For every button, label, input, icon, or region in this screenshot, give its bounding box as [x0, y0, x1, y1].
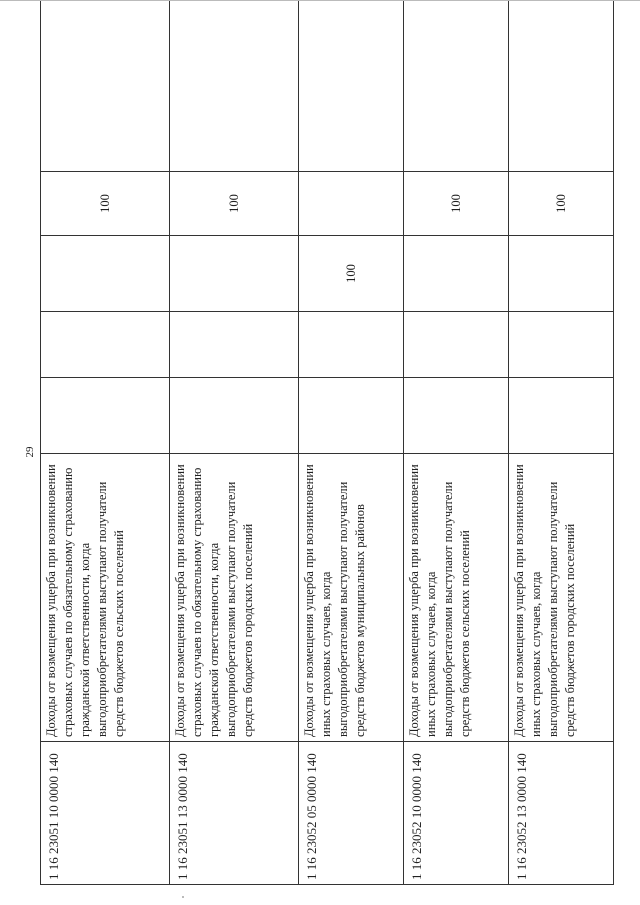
norm-percent-cell: [509, 236, 614, 312]
revenue-code-cell: 1 16 23052 10 0000 140: [404, 742, 509, 885]
norm-percent-cell: [299, 312, 404, 378]
norm-percent-cell: [404, 378, 509, 454]
norm-percent-cell: [509, 378, 614, 454]
norm-percent-cell: [299, 0, 404, 172]
table-row: [41, 0, 170, 885]
norm-percent-cell: [509, 0, 614, 172]
scan-speck: [182, 896, 184, 898]
norm-percent-cell: [404, 312, 509, 378]
norm-percent-cell: 100: [509, 172, 614, 236]
norm-percent-cell: [299, 378, 404, 454]
table-body: [41, 0, 614, 885]
norm-percent-cell: [404, 236, 509, 312]
norm-percent-cell: [41, 378, 170, 454]
norm-percent-cell: 100: [41, 172, 170, 236]
norm-percent-cell: [41, 312, 170, 378]
scan-edge-top: [0, 0, 640, 1]
norm-percent-cell: 100: [299, 236, 404, 312]
rotated-document-table: [40, 0, 614, 885]
revenue-name-cell: Доходы от возмещения ущерба при возникновении страховых случаев по обязательному страхованию гражданской ответственности, когда выгодоприобретателями выступают получатели средств бюджетов сельских поселений: [41, 454, 170, 742]
norm-percent-cell: [170, 0, 299, 172]
norm-percent-cell: 100: [170, 172, 299, 236]
budget-revenue-table: [40, 0, 614, 885]
table-row: [404, 0, 509, 885]
revenue-code-cell: 1 16 23051 13 0000 140: [170, 742, 299, 885]
norm-percent-cell: [170, 312, 299, 378]
revenue-code-cell: 1 16 23052 05 0000 140: [299, 742, 404, 885]
revenue-code-cell: 1 16 23052 13 0000 140: [509, 742, 614, 885]
table-row: [509, 0, 614, 885]
norm-percent-cell: 100: [404, 172, 509, 236]
norm-percent-cell: [41, 236, 170, 312]
revenue-code-cell: 1 16 23051 10 0000 140: [41, 742, 170, 885]
revenue-name-cell: Доходы от возмещения ущерба при возникновении страховых случаев по обязательному страхованию гражданской ответственности, когда выгодоприобретателями выступают получатели средств бюджетов городских поселений: [170, 454, 299, 742]
norm-percent-cell: [509, 312, 614, 378]
table-row: [299, 0, 404, 885]
revenue-name-cell: Доходы от возмещения ущерба при возникновении иных страховых случаев, когда выгодоприобретателями выступают получатели средств бюджетов сельских поселений: [404, 454, 509, 742]
table-row: [170, 0, 299, 885]
page-number: 29: [24, 446, 36, 458]
norm-percent-cell: [41, 0, 170, 172]
norm-percent-cell: [404, 0, 509, 172]
norm-percent-cell: [299, 172, 404, 236]
revenue-name-cell: Доходы от возмещения ущерба при возникновении иных страховых случаев, когда выгодоприобретателями выступают получатели средств бюджетов городских поселений: [509, 454, 614, 742]
norm-percent-cell: [170, 236, 299, 312]
norm-percent-cell: [170, 378, 299, 454]
revenue-name-cell: Доходы от возмещения ущерба при возникновении иных страховых случаев, когда выгодоприобретателями выступают получатели средств бюджетов муниципальных районов: [299, 454, 404, 742]
